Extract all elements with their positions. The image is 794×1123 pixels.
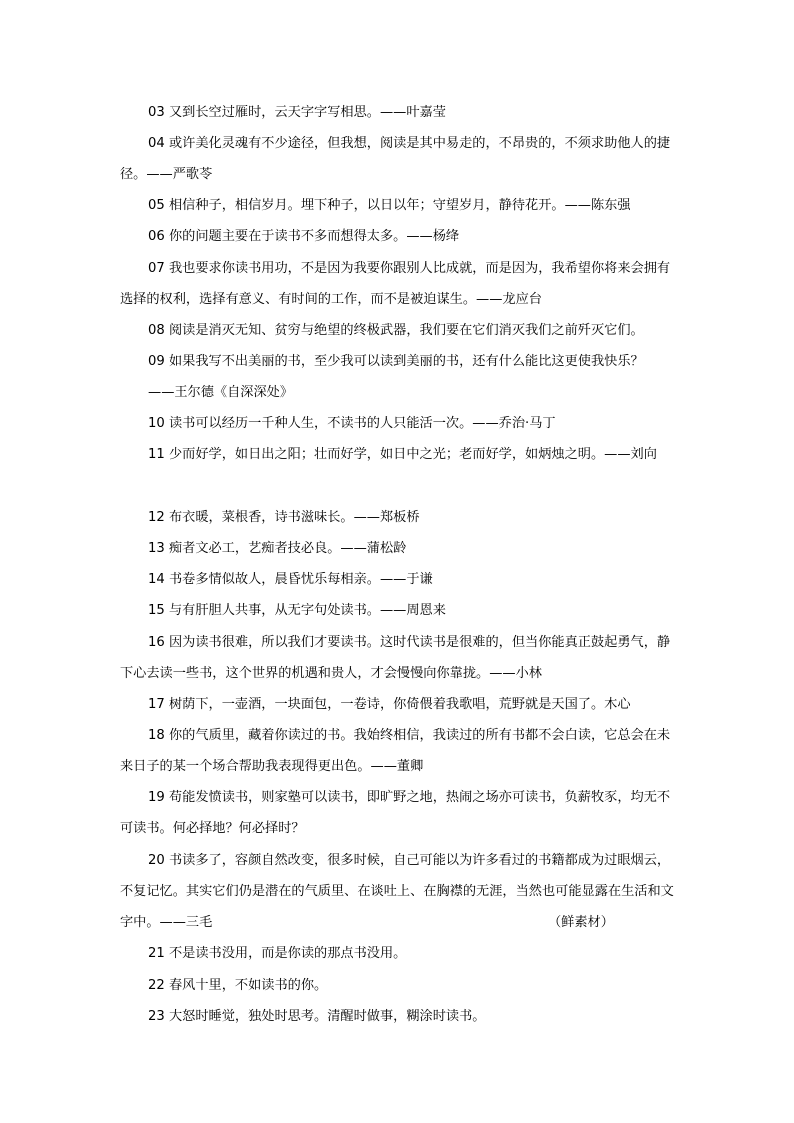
quote-22: 22 春风十里，不如读书的你。 xyxy=(148,978,328,993)
quote-09-attribution: ——王尔德《自深深处》 xyxy=(148,385,294,400)
quote-09: 09 如果我写不出美丽的书，至少我可以读到美丽的书，还有什么能比这更使我快乐？ xyxy=(148,354,644,369)
quote-19: 19 苟能发愤读书，则家塾可以读书，即旷野之地，热闹之场亦可读书，负薪牧豕，均无不可读书。何必择地？何必择时？ xyxy=(120,790,671,836)
quote-12: 12 布衣暖，菜根香，诗书滋味长。——郑板桥 xyxy=(148,510,420,525)
quote-11: 11 少而好学，如日出之阳；壮而好学，如日中之光；老而好学，如炳烛之明。——刘向 xyxy=(148,447,657,462)
quote-05: 05 相信种子，相信岁月。埋下种子，以日以年；守望岁月，静待花开。——陈东强 xyxy=(148,198,631,213)
quote-18: 18 你的气质里，藏着你读过的书。我始终相信，我读过的所有书都不会白读，它总会在未来日子的某一个场合帮助我表现得更出色。——董卿 xyxy=(120,728,671,774)
quote-10: 10 读书可以经历一千种人生，不读书的人只能活一次。——乔治·马丁 xyxy=(148,416,556,431)
quote-14: 14 书卷多情似故人，晨昏忧乐每相亲。——于谦 xyxy=(148,572,433,587)
quote-07: 07 我也要求你读书用功，不是因为我要你跟别人比成就，而是因为，我希望你将来会拥有选择的权利，选择有意义、有时间的工作，而不是被迫谋生。——龙应台 xyxy=(120,261,671,307)
quote-21: 21 不是读书没用，而是你读的那点书没用。 xyxy=(148,946,407,961)
quote-23: 23 大怒时睡觉，独处时思考。清醒时做事，糊涂时读书。 xyxy=(148,1009,486,1024)
quote-04: 04 或许美化灵魂有不少途径，但我想，阅读是其中易走的，不昂贵的，不须求助他人的捷径。——严歌苓 xyxy=(120,136,671,182)
quote-08: 08 阅读是消灭无知、贫穷与绝望的终极武器，我们要在它们消灭我们之前歼灭它们。 xyxy=(148,323,644,338)
source-note: （鲜素材） xyxy=(548,915,614,930)
quote-17: 17 树荫下，一壶酒，一块面包，一卷诗，你倚偎着我歌唱，荒野就是天国了。木心 xyxy=(148,697,631,712)
quote-16: 16 因为读书很难，所以我们才要读书。这时代读书是很难的，但当你能真正鼓起勇气，静下心去读一些书，这个世界的机遇和贵人，才会慢慢向你靠拢。——小林 xyxy=(120,635,671,681)
quote-15: 15 与有肝胆人共事，从无字句处读书。——周恩来 xyxy=(148,603,446,618)
quote-20: 20 书读多了，容颜自然改变，很多时候，自己可能以为许多看过的书籍都成为过眼烟云，不复记忆。其实它们仍是潜在的气质里、在谈吐上、在胸襟的无涯，当然也可能显露在生活和文字中。——三毛 xyxy=(120,853,674,930)
quote-06: 06 你的问题主要在于读书不多而想得太多。——杨绛 xyxy=(148,229,460,244)
quote-13: 13 痴者文必工，艺痴者技必良。——蒲松龄 xyxy=(148,541,407,556)
quote-03: 03 又到长空过雁时，云天字字写相思。——叶嘉莹 xyxy=(148,105,446,120)
